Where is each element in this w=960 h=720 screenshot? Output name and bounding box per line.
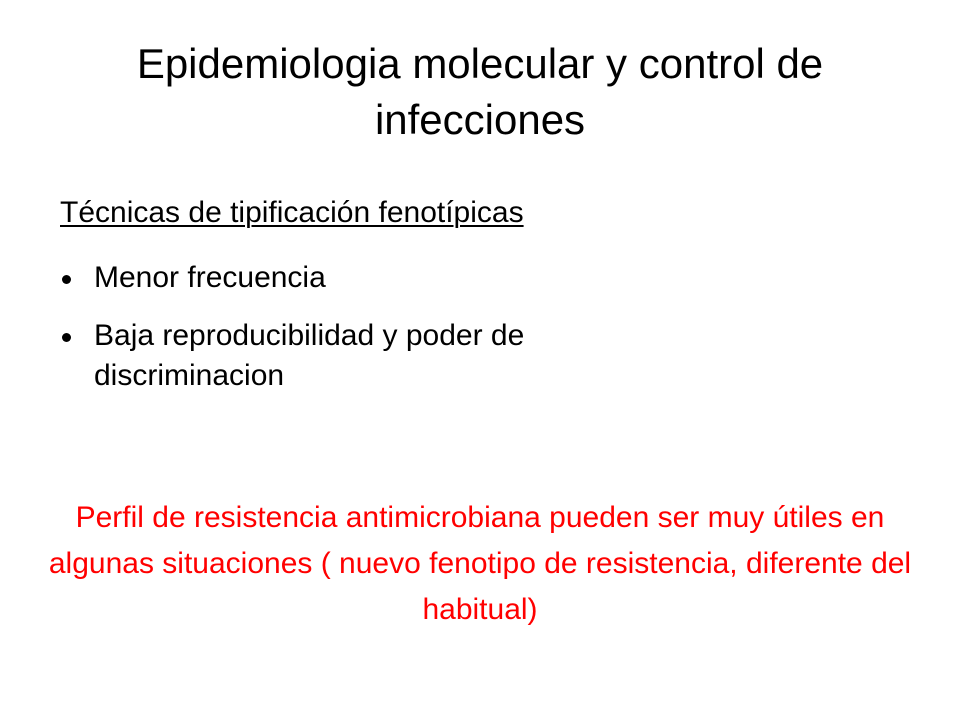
bullet-item bbox=[60, 316, 700, 396]
section-heading: Técnicas de tipificación fenotípicas bbox=[60, 196, 524, 229]
slide-title: Epidemiologia molecular y control de infecciones bbox=[136, 40, 824, 143]
bullet-dot-icon bbox=[62, 333, 71, 342]
bullet-item bbox=[60, 258, 700, 298]
bullet-text: Baja reproducibilidad y poder de discriminacion bbox=[94, 319, 525, 392]
highlight-note: Perfil de resistencia antimicrobiana pueden ser muy útiles en algunas situaciones ( nuevo fenotipo de resistencia, diferente del habitual) bbox=[48, 501, 912, 626]
bullet-dot-icon bbox=[62, 275, 71, 284]
bullet-list bbox=[60, 258, 700, 414]
bullet-text: Menor frecuencia bbox=[94, 261, 326, 294]
